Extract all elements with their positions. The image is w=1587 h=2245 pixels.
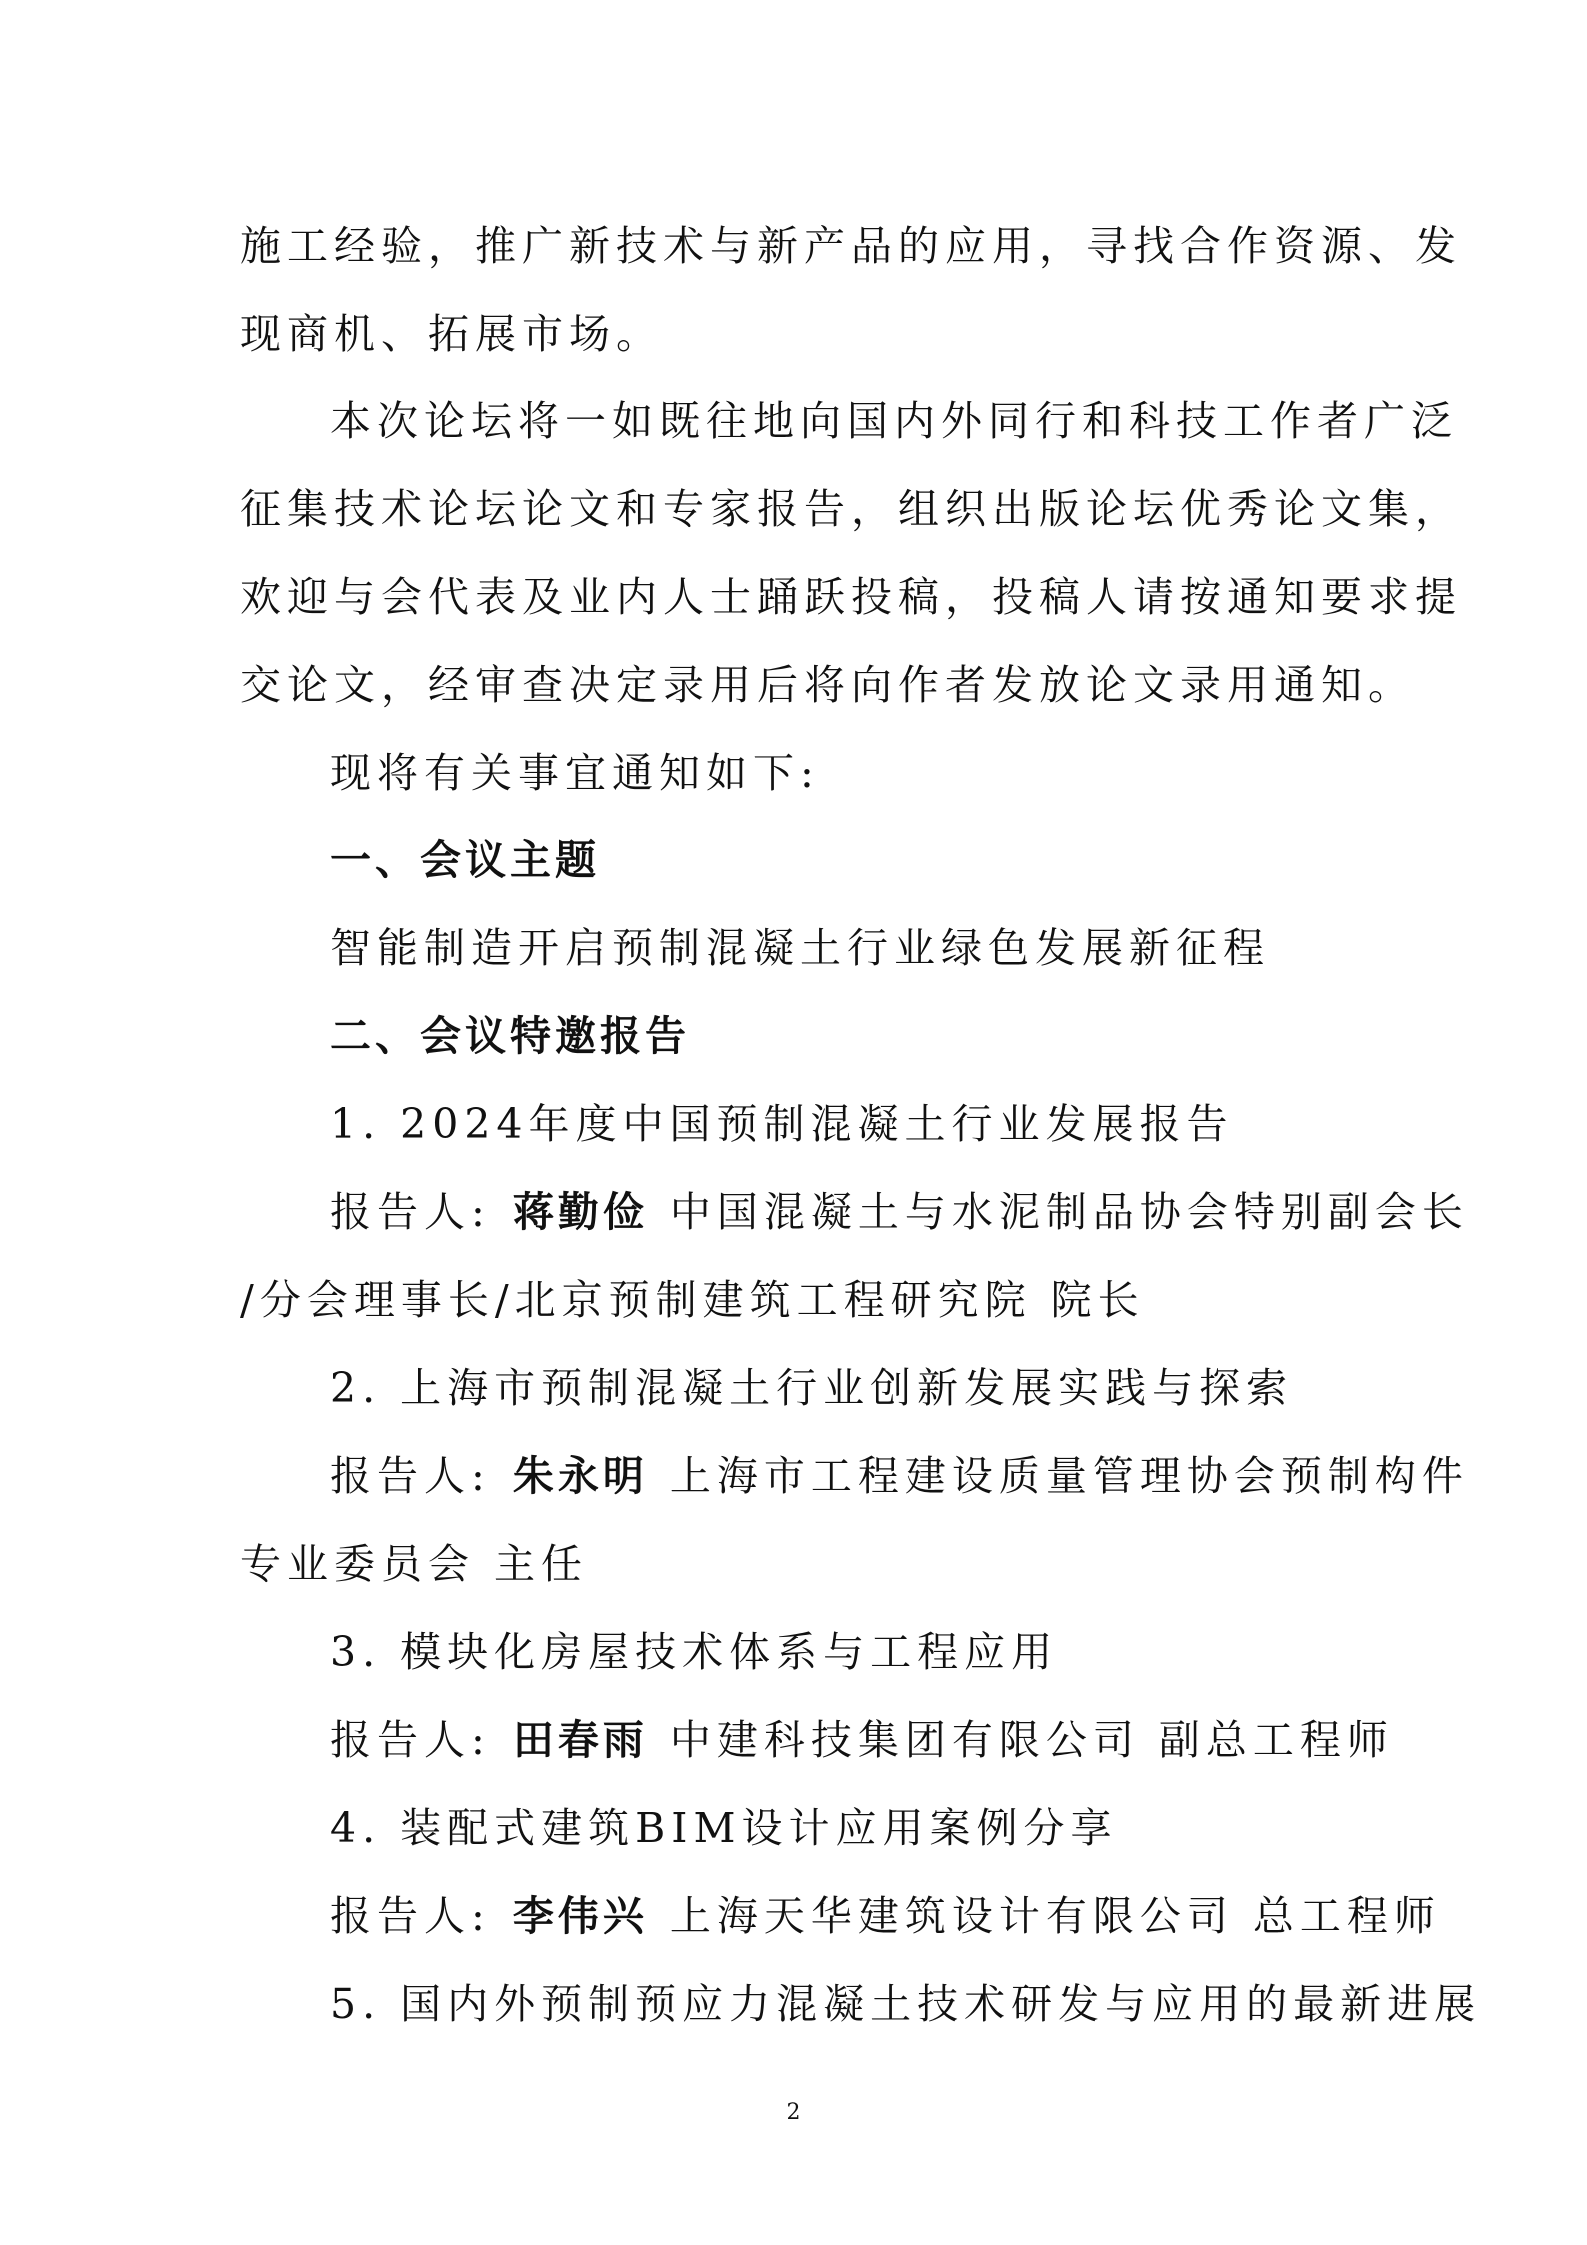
reporter-affiliation: 上海天华建筑设计有限公司 总工程师 bbox=[669, 1892, 1441, 1940]
paragraph-line: 征集技术论坛论文和专家报告，组织出版论坛优秀论文集， bbox=[240, 485, 1462, 533]
reporter-affiliation-continued: 专业委员会 主任 bbox=[240, 1540, 589, 1588]
reporter-name: 朱永明 bbox=[512, 1452, 648, 1500]
paragraph-line: 交论文，经审查决定录用后将向作者发放论文录用通知。 bbox=[240, 661, 1415, 709]
reporter-label: 报告人: bbox=[330, 1716, 491, 1764]
page-number: 2 bbox=[786, 2100, 801, 2125]
section-heading: 二、会议特邀报告 bbox=[330, 1012, 690, 1060]
reporter-affiliation: 中建科技集团有限公司 副总工程师 bbox=[669, 1716, 1394, 1764]
reporter-name: 田春雨 bbox=[512, 1716, 648, 1764]
report-title: 5. 国内外预制预应力混凝土技术研发与应用的最新进展 bbox=[330, 1980, 1482, 2028]
reporter-name: 李伟兴 bbox=[512, 1892, 648, 1940]
reporter-line bbox=[330, 1187, 1469, 1237]
reporter-label: 报告人: bbox=[330, 1188, 491, 1236]
section-heading: 一、会议主题 bbox=[330, 836, 600, 884]
meeting-theme: 智能制造开启预制混凝土行业绿色发展新征程 bbox=[330, 924, 1270, 972]
paragraph-line: 现商机、拓展市场。 bbox=[240, 310, 663, 358]
reporter-line bbox=[330, 1891, 1441, 1941]
paragraph-line: 现将有关事宜通知如下: bbox=[330, 749, 820, 797]
reporter-affiliation: 中国混凝土与水泥制品协会特别副会长 bbox=[669, 1188, 1469, 1236]
reporter-affiliation-continued: /分会理事长/北京预制建筑工程研究院 院长 bbox=[240, 1276, 1145, 1324]
reporter-name: 蒋勤俭 bbox=[512, 1188, 648, 1236]
report-title: 2. 上海市预制混凝土行业创新发展实践与探索 bbox=[330, 1364, 1294, 1412]
reporter-line bbox=[330, 1451, 1469, 1501]
report-title: 3. 模块化房屋技术体系与工程应用 bbox=[330, 1628, 1059, 1676]
paragraph-line: 施工经验，推广新技术与新产品的应用，寻找合作资源、发 bbox=[240, 222, 1462, 270]
report-title: 4. 装配式建筑BIM设计应用案例分享 bbox=[330, 1804, 1118, 1852]
report-title: 1. 2024年度中国预制混凝土行业发展报告 bbox=[330, 1100, 1234, 1148]
paragraph-line: 本次论坛将一如既往地向国内外同行和科技工作者广泛 bbox=[330, 397, 1458, 445]
reporter-label: 报告人: bbox=[330, 1452, 491, 1500]
reporter-affiliation: 上海市工程建设质量管理协会预制构件 bbox=[669, 1452, 1469, 1500]
reporter-label: 报告人: bbox=[330, 1892, 491, 1940]
reporter-line bbox=[330, 1715, 1394, 1765]
paragraph-line: 欢迎与会代表及业内人士踊跃投稿，投稿人请按通知要求提 bbox=[240, 573, 1462, 621]
